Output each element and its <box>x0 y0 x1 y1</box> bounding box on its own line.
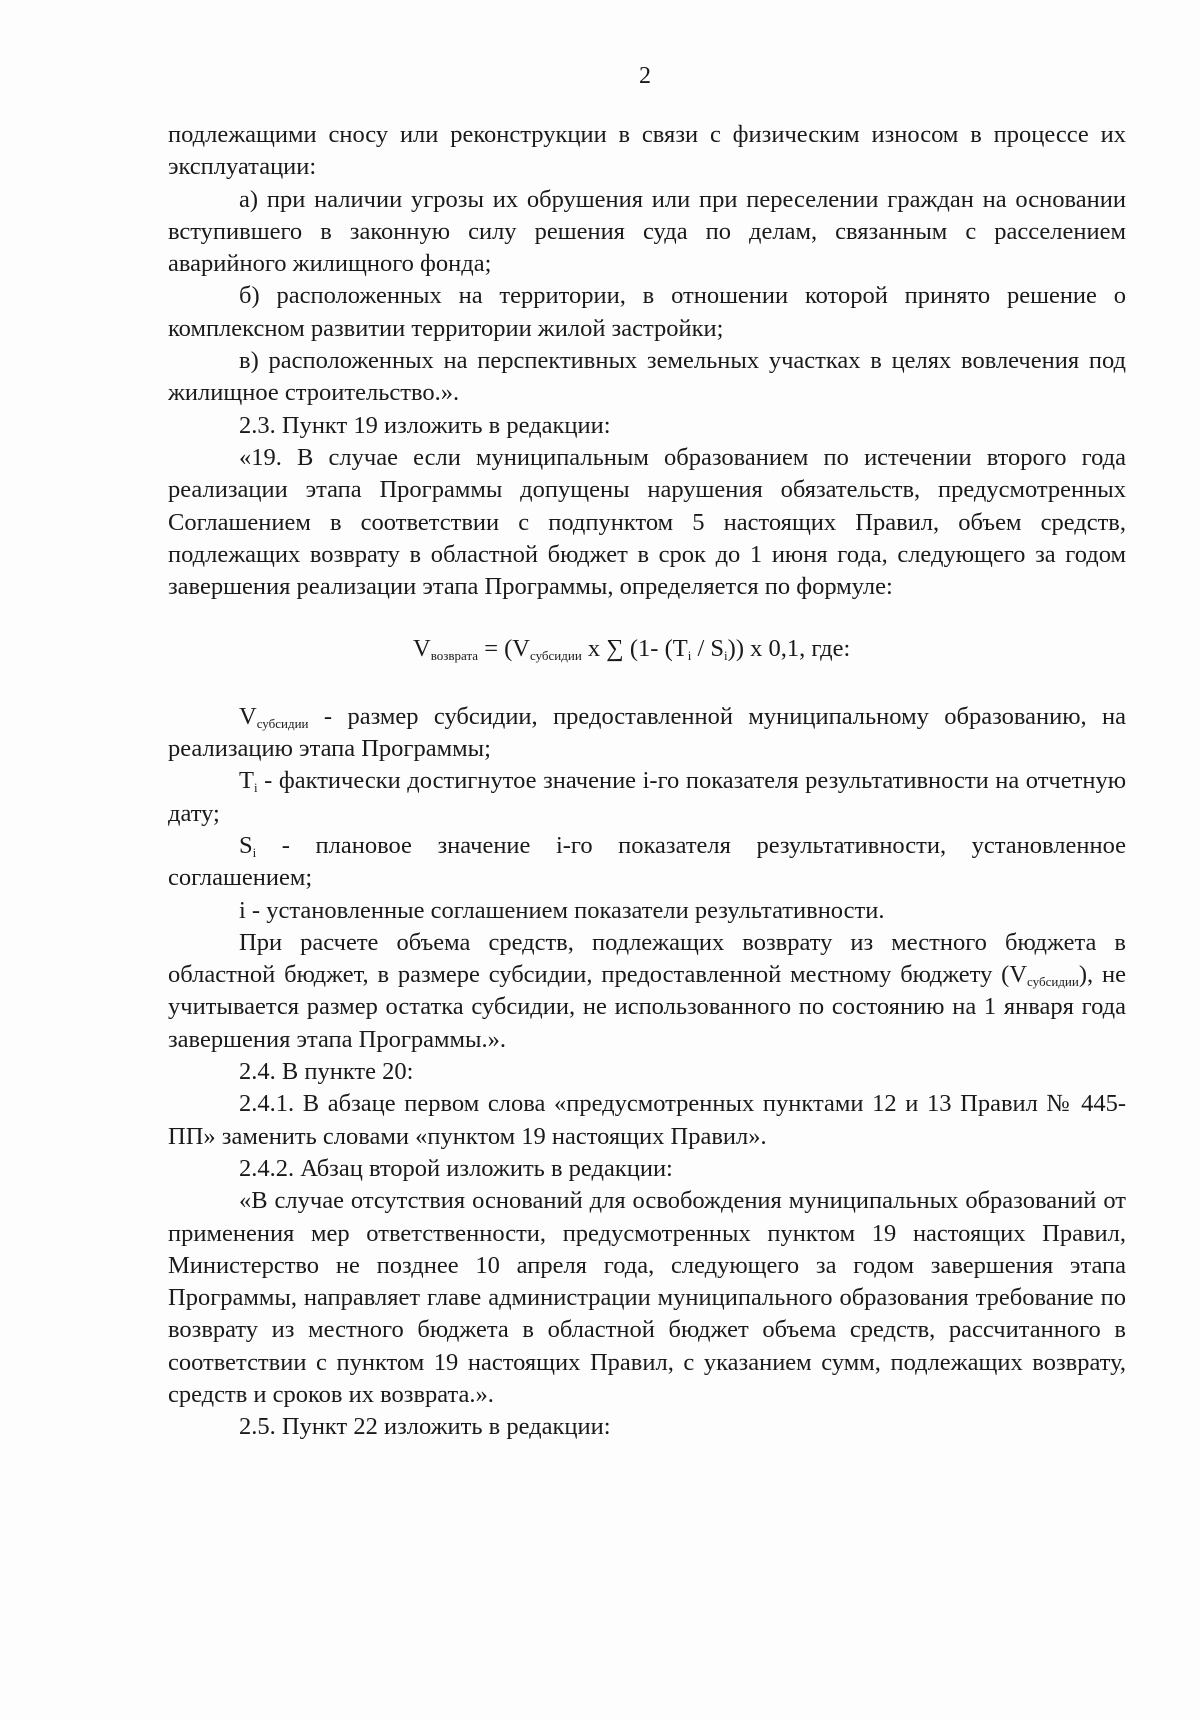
definition-t-symbol: T <box>239 767 254 795</box>
paragraph-2-4-2-text: «В случае отсутствия оснований для освобождения муниципальных образований от применения мер ответственности, предусмотренных пунктом 19 настоящих Правил, Министерство не позднее 10 апреля года, следующего за годом завершения этапа Программы, направляет главе администрации муниципального образования требование по возврату из местного бюджета в областной бюджет объема средств, рассчитанного в соответствии с пунктом 19 настоящих Правил, с указанием сумм, подлежащих возврату, средств и сроков их возврата.». <box>168 1187 1126 1408</box>
paragraph-2-4-2-heading: 2.4.2. Абзац второй изложить в редакции: <box>239 1154 673 1182</box>
formula-sub-return: возврата <box>430 648 479 664</box>
paragraph-2-4-1: 2.4.1. В абзаце первом слова «предусмотренных пунктами 12 и 13 Правил № 445-ПП» заменить словами «пунктом 19 настоящих Правил». <box>168 1090 1126 1150</box>
calculation-note-before: При расчете объема средств, подлежащих возврату из местного бюджета в областной бюджет, в размере субсидии, предоставленной местному бюджету (V <box>168 928 1126 989</box>
refund-formula <box>168 633 1126 665</box>
paragraph-2-5-heading: 2.5. Пункт 22 изложить в редакции: <box>239 1413 611 1441</box>
paragraph-2-3-heading: 2.3. Пункт 19 изложить в редакции: <box>239 411 611 439</box>
formula-v: V <box>413 635 431 663</box>
definition-s <box>168 830 1126 895</box>
paragraph-2-4-heading: 2.4. В пункте 20: <box>239 1058 414 1086</box>
paragraph-continuation: подлежащими сносу или реконструкции в связи с физическим износом в процессе их эксплуатации: <box>168 121 1126 181</box>
definition-s-text: - плановое значение i-го показателя результативности, установленное соглашением; <box>168 831 1126 892</box>
definition-v-text: - размер субсидии, предоставленной муниципальному образованию, на реализацию этапа Программы; <box>168 702 1126 763</box>
definition-v-symbol: V <box>239 702 257 730</box>
formula-slash: / S <box>691 635 725 663</box>
definition-v-subscript: субсидии <box>256 715 309 731</box>
definition-t-text: - фактически достигнутое значение i-го показателя результативности на отчетную дату; <box>168 767 1126 827</box>
calculation-note-subscript: субсидии <box>1027 974 1079 990</box>
definition-s-symbol: S <box>239 831 253 859</box>
formula-sub-subsidy: субсидии <box>530 648 582 664</box>
formula-tail: )) x 0,1, где: <box>727 635 851 663</box>
page-number: 2 <box>639 63 651 89</box>
calculation-note-after: ), не учитывается размер остатка субсидии, не использованного по состоянию на 1 января года завершения этапа Программы.». <box>168 961 1126 1053</box>
paragraph-item-b: б) расположенных на территории, в отношении которой принято решение о комплексном развитии территории жилой застройки; <box>168 282 1126 342</box>
formula-sub-i2: i <box>724 648 728 664</box>
formula-mid: x ∑ (1- (T <box>581 635 688 663</box>
definition-v-subsidy <box>168 701 1126 766</box>
document-body <box>168 119 1126 1444</box>
definition-t <box>168 765 1126 830</box>
paragraph-item-a: а) при наличии угрозы их обрушения или при переселении граждан на основании вступившего в законную силу решения суда по делам, связанным с расселением аварийного жилищного фонда; <box>168 185 1126 278</box>
definition-s-subscript: i <box>252 844 257 860</box>
paragraph-item-19: «19. В случае если муниципальным образованием по истечении второго года реализации этапа Программы допущены нарушения обязательств, предусмотренных Соглашением в соответствии с подпунктом 5 настоящих Правил, объем средств, подлежащих возврату в областной бюджет в срок до 1 июня года, следующего за годом завершения реализации этапа Программы, определяется по формуле: <box>168 443 1126 601</box>
definition-i: i - установленные соглашением показатели результативности. <box>239 896 885 924</box>
formula-sub-i1: i <box>687 648 692 664</box>
formula-eq-open: = (V <box>478 635 530 663</box>
calculation-note <box>168 927 1126 1056</box>
paragraph-item-c: в) расположенных на перспективных земельных участках в целях вовлечения под жилищное строительство.». <box>168 347 1126 407</box>
definition-t-subscript: i <box>253 780 258 796</box>
